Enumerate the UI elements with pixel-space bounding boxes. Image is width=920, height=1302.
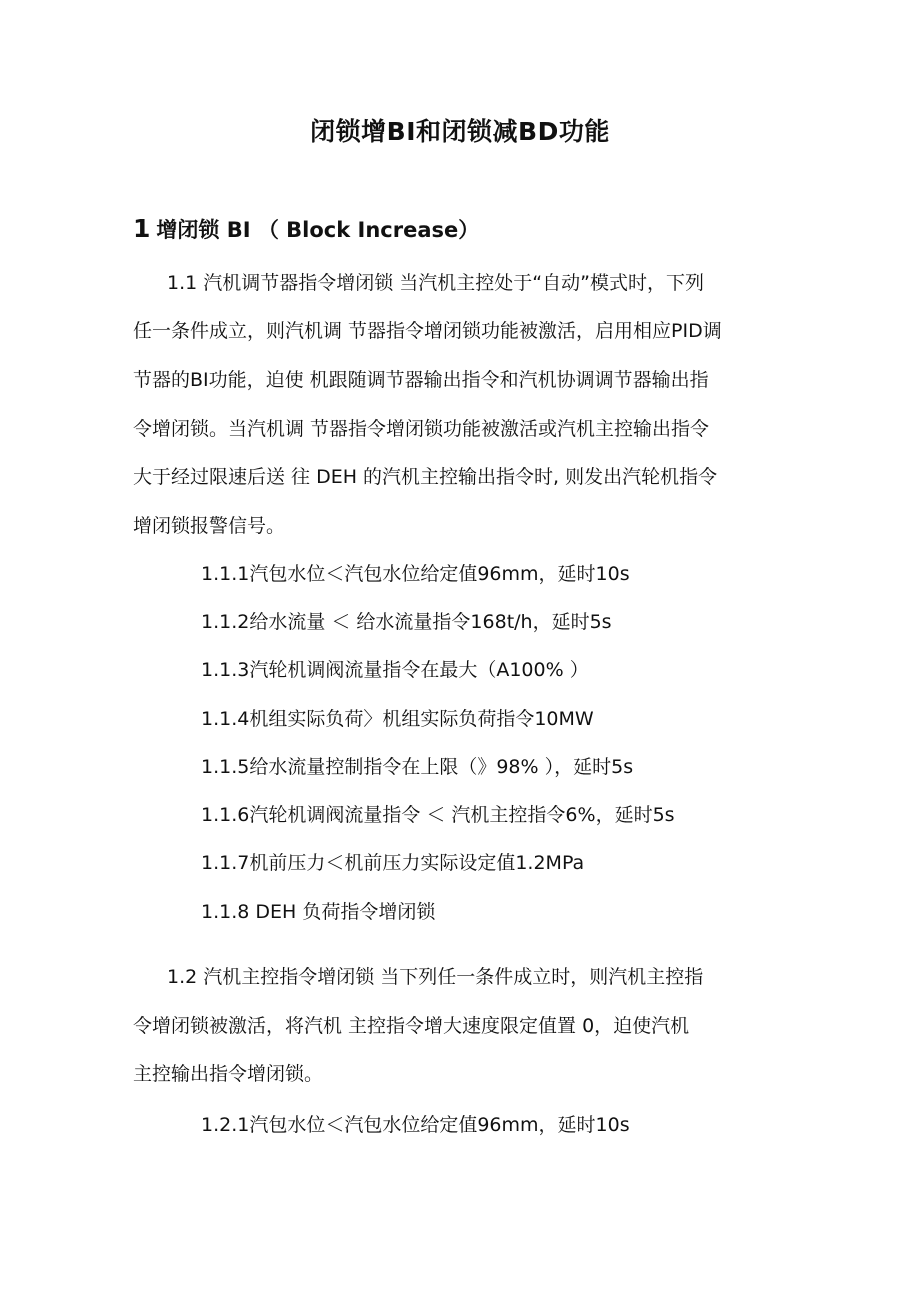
paragraph-line: 大于经过限速后送 往 DEH 的汽机主控输出指令时, 则发出汽轮机指令 [133, 466, 718, 488]
condition-item: 1.1.3汽轮机调阀流量指令在最大（A100% ） [201, 659, 589, 681]
paragraph-line: 1.2 汽机主控指令增闭锁 当下列任一条件成立时，则汽机主控指 [167, 966, 704, 988]
section-heading [133, 214, 479, 244]
paragraph-line: 任一条件成立，则汽机调 节器指令增闭锁功能被激活，启用相应PID调 [133, 320, 722, 342]
condition-item: 1.1.6汽轮机调阀流量指令 ＜ 汽机主控指令6%，延时5s [201, 804, 675, 826]
condition-item: 1.1.7机前压力＜机前压力实际设定值1.2MPa [201, 852, 585, 874]
paragraph-line: 1.1 汽机调节器指令增闭锁 当汽机主控处于“自动”模式时，下列 [167, 272, 704, 294]
section-number: 1 [133, 214, 151, 243]
section-heading-text: 增闭锁 BI （ Block Increase） [156, 218, 480, 242]
paragraph-line: 节器的BI功能，迫使 机跟随调节器输出指令和汽机协调调节器输出指 [133, 369, 709, 391]
condition-item: 1.1.8 DEH 负荷指令增闭锁 [201, 901, 436, 923]
paragraph-line: 增闭锁报警信号。 [133, 515, 286, 537]
paragraph-line: 令增闭锁被激活，将汽机 主控指令增大速度限定值置 0，迫使汽机 [133, 1015, 690, 1037]
condition-item: 1.1.1汽包水位＜汽包水位给定值96mm，延时10s [201, 563, 630, 585]
condition-item: 1.1.5给水流量控制指令在上限（》98% ），延时5s [201, 756, 634, 778]
paragraph-line: 主控输出指令增闭锁。 [133, 1063, 324, 1085]
condition-item: 1.1.4机组实际负荷〉机组实际负荷指令10MW [201, 708, 594, 730]
document-title: 闭锁增BI和闭锁减BD功能 [310, 117, 610, 146]
paragraph-line: 令增闭锁。当汽机调 节器指令增闭锁功能被激活或汽机主控输出指令 [133, 418, 710, 440]
condition-item: 1.2.1汽包水位＜汽包水位给定值96mm，延时10s [201, 1114, 630, 1136]
condition-item: 1.1.2给水流量 ＜ 给水流量指令168t/h，延时5s [201, 611, 612, 633]
